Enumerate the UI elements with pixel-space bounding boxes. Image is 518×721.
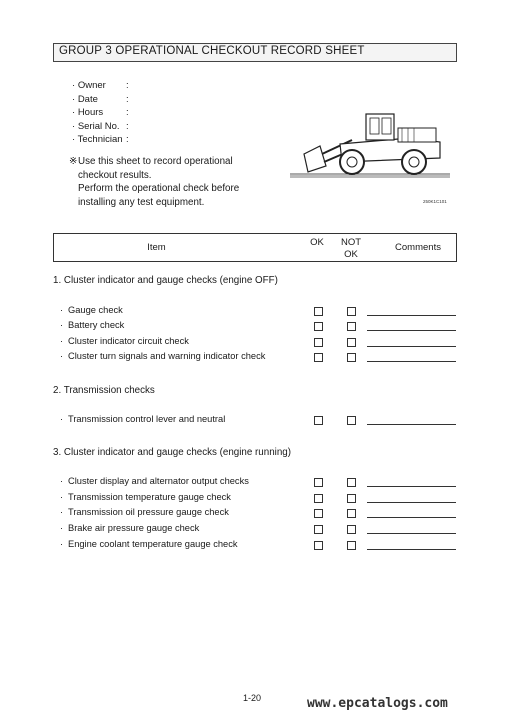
not-ok-checkbox[interactable] [347, 322, 356, 331]
not-ok-checkbox[interactable] [347, 494, 356, 503]
info-colon: : [126, 134, 129, 145]
info-colon: : [126, 93, 129, 105]
row-bullet: · [60, 336, 64, 346]
info-label: Technician [77, 134, 123, 145]
comment-line[interactable] [367, 486, 456, 487]
header-not-ok-1: NOT [340, 237, 362, 248]
row-label: Cluster display and alternator output checks [68, 476, 249, 486]
note-line: Use this sheet to record operational [78, 156, 233, 167]
info-colon: : [126, 107, 129, 118]
row-label: Brake air pressure gauge check [68, 523, 200, 533]
ok-checkbox[interactable] [314, 322, 323, 331]
not-ok-checkbox[interactable] [347, 525, 356, 534]
comment-line[interactable] [367, 424, 456, 425]
checklist-row [60, 476, 460, 490]
not-ok-checkbox[interactable] [347, 541, 356, 550]
ok-checkbox[interactable] [314, 509, 323, 518]
info-label: Serial No. [77, 120, 120, 132]
row-label: Engine coolant temperature gauge check [68, 539, 238, 549]
row-bullet: · [60, 523, 64, 533]
comment-line[interactable] [367, 533, 456, 534]
table-header [53, 233, 457, 262]
ok-checkbox[interactable] [314, 416, 323, 425]
comment-line[interactable] [367, 346, 456, 347]
checklist-row [60, 320, 460, 334]
note-line: checkout results. [78, 169, 152, 181]
comment-line[interactable] [367, 315, 456, 316]
ok-checkbox[interactable] [314, 338, 323, 347]
comment-line[interactable] [367, 549, 456, 550]
row-bullet: · [60, 414, 64, 424]
row-label: Cluster turn signals and warning indicator check [68, 351, 266, 361]
checklist-row [60, 492, 460, 506]
row-label: Gauge check [68, 305, 123, 315]
not-ok-checkbox[interactable] [347, 478, 356, 487]
info-colon: : [126, 120, 129, 132]
figure-code: 250K1C101 [423, 199, 447, 204]
page-number: 1-20 [243, 693, 262, 703]
row-bullet: · [60, 351, 64, 361]
ok-checkbox[interactable] [314, 541, 323, 550]
checklist-row [60, 507, 460, 521]
ok-checkbox[interactable] [314, 525, 323, 534]
header-item: Item [147, 242, 166, 253]
section-title: 3. Cluster indicator and gauge checks (engine running) [53, 447, 291, 458]
row-label: Transmission control lever and neutral [68, 414, 226, 424]
section-title: 1. Cluster indicator and gauge checks (engine OFF) [53, 275, 278, 286]
info-label: Hours [77, 107, 104, 118]
row-bullet: · [60, 539, 64, 549]
checklist-row [60, 523, 460, 537]
info-label: Owner [77, 80, 106, 91]
info-label: Date [77, 93, 98, 105]
checklist-row [60, 539, 460, 553]
info-bullet: · [72, 80, 76, 91]
info-bullet: · [72, 93, 76, 105]
info-bullet: · [72, 107, 76, 118]
checklist-row [60, 414, 460, 428]
checklist-row [60, 305, 460, 319]
ok-checkbox[interactable] [314, 494, 323, 503]
note-line: installing any test equipment. [78, 196, 205, 208]
sheet-title-box [53, 43, 457, 62]
instruction-note [69, 155, 239, 209]
info-bullet: · [72, 120, 76, 132]
header-ok: OK [310, 237, 324, 248]
info-colon: : [126, 80, 129, 91]
checklist-row [60, 351, 460, 365]
comment-line[interactable] [367, 330, 456, 331]
header-comments: Comments [395, 242, 441, 253]
not-ok-checkbox[interactable] [347, 338, 356, 347]
row-label: Transmission oil pressure gauge check [68, 507, 229, 517]
not-ok-checkbox[interactable] [347, 509, 356, 518]
row-bullet: · [60, 320, 64, 330]
row-bullet: · [60, 476, 64, 486]
row-label: Cluster indicator circuit check [68, 336, 189, 346]
watermark: www.epcatalogs.com [307, 696, 448, 711]
section-title: 2. Transmission checks [53, 385, 155, 396]
comment-line[interactable] [367, 517, 456, 518]
row-bullet: · [60, 507, 64, 517]
comment-line[interactable] [367, 502, 456, 503]
note-line: Perform the operational check before [78, 183, 240, 194]
row-label: Battery check [68, 320, 125, 330]
comment-line[interactable] [367, 361, 456, 362]
ok-checkbox[interactable] [314, 353, 323, 362]
row-bullet: · [60, 305, 64, 315]
row-label: Transmission temperature gauge check [68, 492, 231, 502]
ok-checkbox[interactable] [314, 478, 323, 487]
row-bullet: · [60, 492, 64, 502]
header-not-ok-2: OK [344, 249, 358, 260]
ok-checkbox[interactable] [314, 307, 323, 316]
checklist-row [60, 336, 460, 350]
sheet-title: GROUP 3 OPERATIONAL CHECKOUT RECORD SHEET [59, 45, 365, 57]
wheel-loader-illustration [290, 106, 450, 186]
not-ok-checkbox[interactable] [347, 307, 356, 316]
not-ok-checkbox[interactable] [347, 353, 356, 362]
note-mark: ※ [69, 156, 78, 167]
not-ok-checkbox[interactable] [347, 416, 356, 425]
info-bullet: · [72, 134, 76, 145]
